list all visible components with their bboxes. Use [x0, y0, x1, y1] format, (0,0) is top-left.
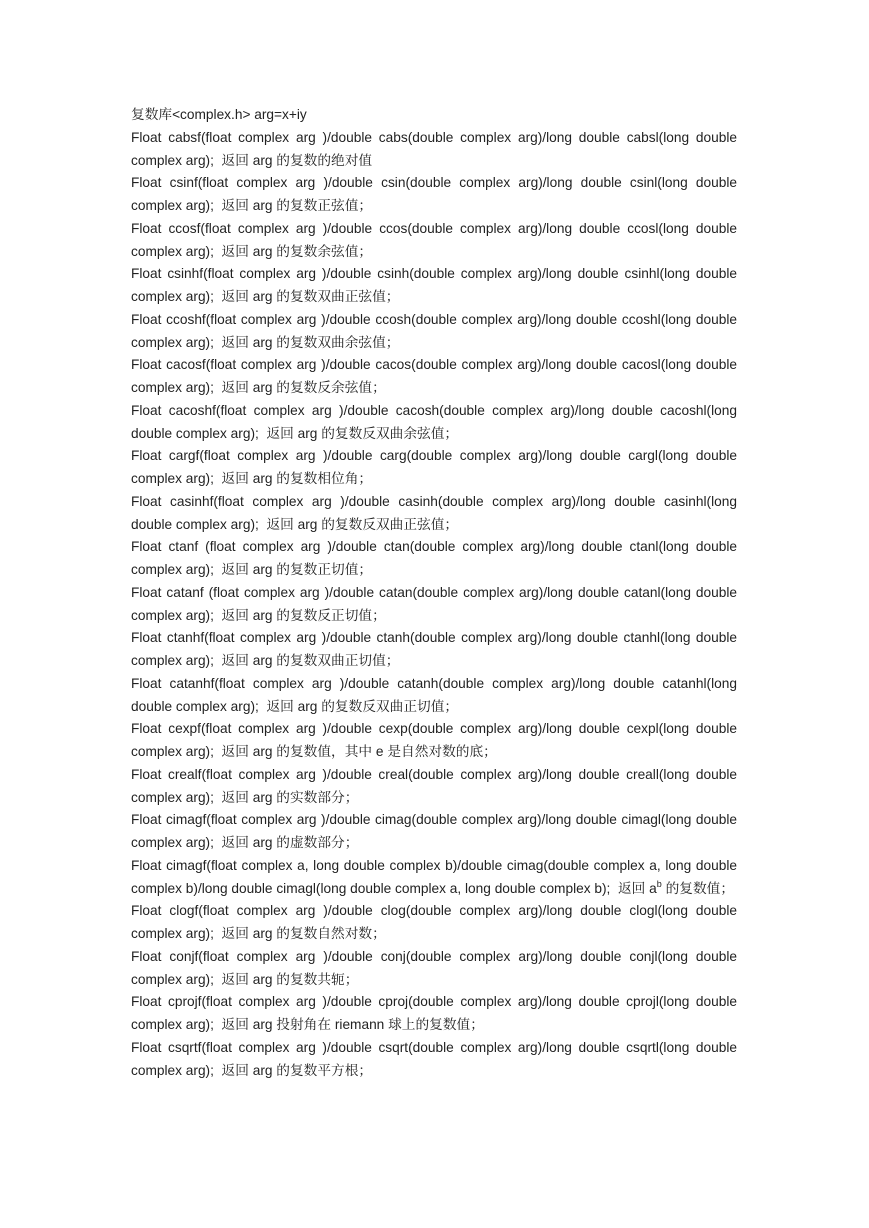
function-signature: Float cabsf(float complex arg )/double cabs(double complex arg)/long double cabsl(long double complex arg);	[131, 129, 737, 168]
function-entry	[131, 809, 737, 855]
function-signature: Float ccoshf(float complex arg )/double ccosh(double complex arg)/long double ccoshl(long double complex arg);	[131, 311, 737, 350]
function-description: 返回 arg 的复数自然对数；	[221, 926, 386, 941]
function-signature: Float cimagf(float complex a, long double complex b)/double cimag(double complex a, long double complex b)/long double cimagl(long double complex a, long double complex b);	[131, 857, 737, 896]
function-signature: Float cacosf(float complex arg )/double cacos(double complex arg)/long double cacosl(long double complex arg);	[131, 357, 737, 395]
function-signature: Float ctanhf(float complex arg )/double ctanh(double complex arg)/long double ctanhl(long double complex arg);	[131, 630, 737, 668]
function-description: 返回 arg 的复数反正切值；	[221, 607, 386, 623]
function-description: 返回 arg 的复数相位角；	[221, 471, 373, 486]
function-description: 返回 arg 的复数正弦值；	[221, 198, 373, 213]
function-description: 返回 arg 投射角在 riemann 球上的复数值；	[221, 1017, 484, 1032]
function-signature: Float clogf(float complex arg )/double clog(double complex arg)/long double clogl(long double complex arg);	[131, 903, 737, 941]
function-signature: Float cacoshf(float complex arg )/double cacosh(double complex arg)/long double cacoshl(long double complex arg);	[131, 402, 737, 441]
function-entry	[131, 582, 737, 628]
function-entry	[131, 1037, 737, 1083]
function-description: 返回 arg 的复数正切值；	[221, 562, 373, 577]
function-entry	[131, 309, 737, 355]
function-description: 返回 arg 的复数余弦值；	[221, 243, 373, 259]
function-entry	[131, 491, 737, 537]
function-entry	[131, 400, 737, 446]
function-entry	[131, 991, 737, 1037]
function-entry	[131, 764, 737, 810]
function-entry	[131, 218, 737, 264]
function-signature: Float cexpf(float complex arg )/double cexp(double complex arg)/long double cexpl(long double complex arg);	[131, 721, 737, 759]
function-signature: Float csinf(float complex arg )/double csin(double complex arg)/long double csinl(long double complex arg);	[131, 175, 737, 213]
function-entry	[131, 900, 737, 946]
function-description: 返回 arg 的复数反余弦值；	[221, 380, 386, 395]
function-signature: Float catanhf(float complex arg )/double catanh(double complex arg)/long double catanhl(long double complex arg);	[131, 675, 737, 714]
function-entry	[131, 536, 737, 582]
function-entry	[131, 718, 737, 764]
function-description: 返回 arg 的复数反双曲余弦值；	[266, 425, 459, 441]
function-signature: Float csinhf(float complex arg )/double csinh(double complex arg)/long double csinhl(long double complex arg);	[131, 266, 737, 304]
function-signature: Float ctanf (float complex arg )/double ctan(double complex arg)/long double ctanl(long double complex arg);	[131, 539, 737, 577]
function-description: 返回 arg 的复数反双曲正切值；	[266, 698, 459, 714]
function-signature: Float crealf(float complex arg )/double creal(double complex arg)/long double creall(long double complex arg);	[131, 766, 737, 805]
function-description-prefix: 返回 a	[617, 880, 657, 896]
function-signature: Float ccosf(float complex arg )/double ccos(double complex arg)/long double ccosl(long double complex arg);	[131, 220, 737, 259]
function-entry	[131, 354, 737, 400]
function-signature: Float csqrtf(float complex arg )/double csqrt(double complex arg)/long double csqrtl(long double complex arg);	[131, 1039, 737, 1078]
function-entry	[131, 946, 737, 992]
function-signature: Float cargf(float complex arg )/double carg(double complex arg)/long double cargl(long double complex arg);	[131, 448, 737, 486]
function-entry	[131, 627, 737, 673]
function-entry	[131, 172, 737, 218]
function-description: 返回 arg 的虚数部分；	[221, 835, 359, 850]
function-description: 返回 arg 的复数的绝对值	[221, 152, 373, 168]
function-signature: Float cprojf(float complex arg )/double cproj(double complex arg)/long double cprojl(long double complex arg);	[131, 994, 737, 1032]
function-signature: Float cimagf(float complex arg )/double cimag(double complex arg)/long double cimagl(long double complex arg);	[131, 812, 737, 850]
function-entry	[131, 127, 737, 173]
function-signature: Float casinhf(float complex arg )/double casinh(double complex arg)/long double casinhl(long double complex arg);	[131, 493, 737, 532]
function-description: 返回 arg 的复数双曲正弦值；	[221, 289, 400, 304]
function-description: 返回 arg 的实数部分；	[221, 789, 359, 805]
function-signature: Float conjf(float complex arg )/double conj(double complex arg)/long double conjl(long double complex arg);	[131, 948, 737, 987]
function-signature: Float catanf (float complex arg )/double catan(double complex arg)/long double catanl(long double complex arg);	[131, 584, 737, 623]
document-page	[131, 104, 737, 1082]
function-description: 返回 arg 的复数值，其中 e 是自然对数的底；	[221, 744, 497, 759]
function-description: 返回 arg 的复数双曲正切值；	[221, 653, 400, 668]
function-entry	[131, 263, 737, 309]
function-entry	[131, 445, 737, 491]
function-description: 返回 arg 的复数双曲余弦值；	[221, 334, 400, 350]
function-entry-power	[131, 855, 737, 901]
function-description: 返回 arg 的复数共轭；	[221, 971, 359, 987]
function-description: 返回 arg 的复数平方根；	[221, 1062, 373, 1078]
exponent-superscript: b	[656, 878, 662, 889]
section-header: 复数库<complex.h> arg=x+iy	[131, 107, 307, 122]
function-description-suffix: 的复数值；	[665, 880, 735, 896]
function-description: 返回 arg 的复数反双曲正弦值；	[266, 516, 459, 532]
function-entry	[131, 673, 737, 719]
